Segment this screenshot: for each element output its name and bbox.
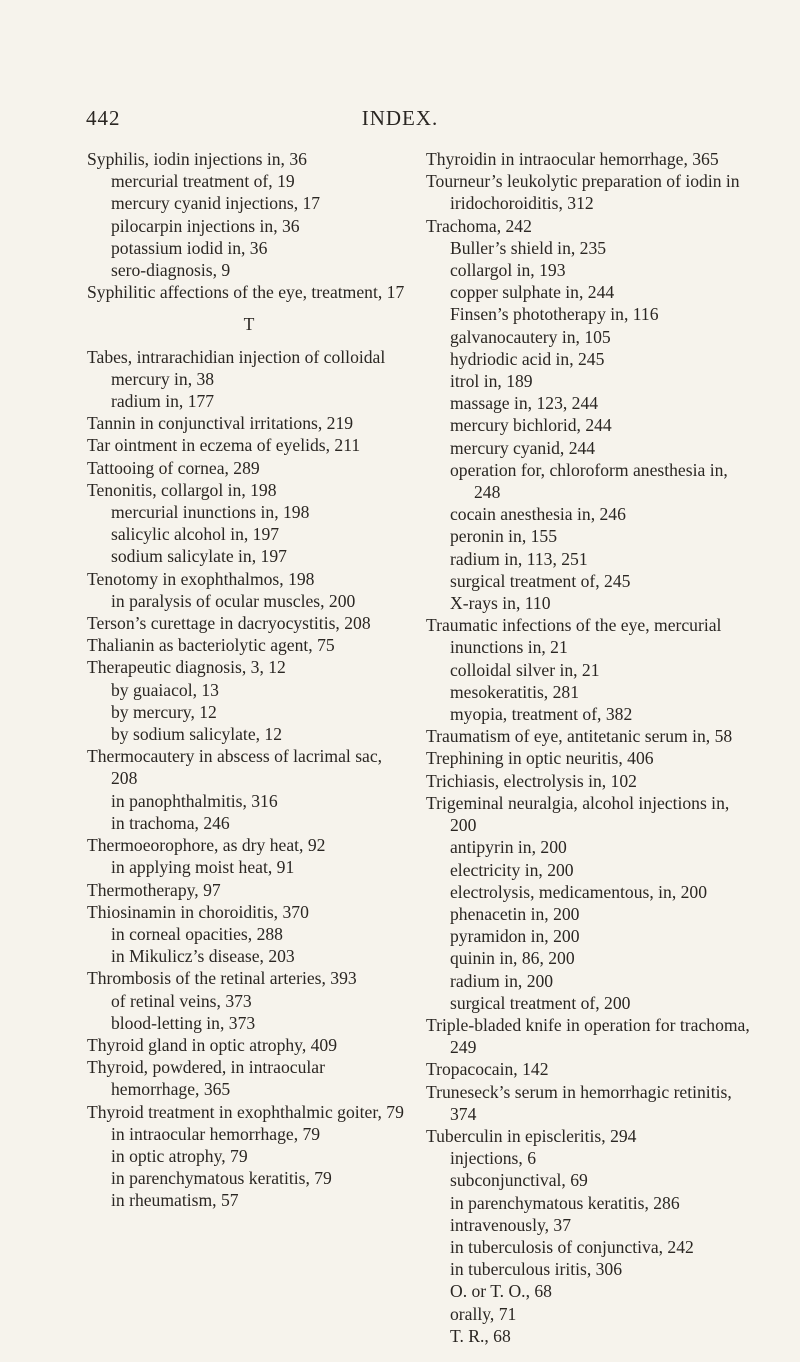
index-subentry: in paralysis of ocular muscles, 200 (111, 590, 356, 611)
index-subentry: collargol in, 193 (450, 260, 566, 281)
index-subentry: mercurial inunctions in, 198 (111, 502, 310, 523)
index-subentry: in intraocular hemorrhage, 79 (111, 1123, 321, 1144)
index-entry: Tannin in conjunctival irritations, 219 (87, 413, 354, 434)
index-subentry: intravenously, 37 (450, 1214, 572, 1235)
index-entry: Thalianin as bacteriolytic agent, 75 (87, 635, 335, 656)
index-subentry: mercurial treatment of, 19 (111, 171, 295, 192)
index-entry: Thrombosis of the retinal arteries, 393 (87, 968, 357, 989)
index-subentry: in Mikulicz’s disease, 203 (111, 946, 295, 967)
index-entry: Thermoeorophore, as dry heat, 92 (87, 835, 326, 856)
index-subentry: in parenchymatous keratitis, 79 (111, 1168, 332, 1189)
index-subentry: blood-letting in, 373 (111, 1012, 256, 1033)
page-number: 442 (86, 106, 121, 130)
index-entry: Thyroidin in intraocular hemorrhage, 365 (426, 149, 719, 169)
index-entry: Thiosinamin in choroiditis, 370 (87, 901, 309, 922)
index-subentry: cocain anesthesia in, 246 (450, 504, 626, 525)
index-subentry: in parenchymatous keratitis, 286 (450, 1192, 680, 1213)
index-subentry: electricity in, 200 (450, 859, 574, 880)
index-subentry: peronin in, 155 (450, 526, 558, 547)
index-subentry: copper sulphate in, 244 (450, 282, 615, 303)
index-subentry: radium in, 177 (111, 391, 215, 412)
index-subentry: potassium iodid in, 36 (111, 237, 268, 258)
index-entry: Thermotherapy, 97 (87, 879, 221, 900)
index-subentry: Buller’s shield in, 235 (450, 237, 607, 258)
index-subentry: mercury bichlorid, 244 (450, 415, 612, 436)
index-subentry: salicylic alcohol in, 197 (111, 524, 280, 545)
index-subentry: surgical treatment of, 200 (450, 992, 631, 1013)
index-entry: Thyroid treatment in exophthalmic goiter, 79 (87, 1101, 404, 1122)
index-entry: Tourneur’s leukolytic preparation of iodin in iridochoroiditis, 312 (426, 171, 740, 214)
index-subentry: galvanocautery in, 105 (450, 326, 611, 347)
index-entry: Trichiasis, electrolysis in, 102 (426, 770, 637, 791)
index-subentry: of retinal veins, 373 (111, 990, 252, 1011)
index-subentry: pyramidon in, 200 (450, 926, 580, 947)
index-subentry: O. or T. O., 68 (450, 1281, 552, 1302)
index-subentry: injections, 6 (450, 1148, 537, 1169)
index-subentry: orally, 71 (450, 1303, 517, 1324)
index-subentry: by mercury, 12 (111, 701, 217, 722)
index-subentry: surgical treatment of, 245 (450, 570, 631, 591)
index-subentry: radium in, 200 (450, 970, 554, 991)
running-head: INDEX. (361, 106, 439, 130)
index-subentry: in tuberculous iritis, 306 (450, 1259, 623, 1280)
index-subentry: hydriodic acid in, 245 (450, 348, 605, 369)
index-subentry: by sodium salicylate, 12 (111, 724, 283, 745)
index-subentry: myopia, treatment of, 382 (450, 704, 633, 725)
index-column-right (426, 148, 750, 1347)
index-entry: Tar ointment in eczema of eyelids, 211 (87, 435, 361, 456)
index-subentry: in applying moist heat, 91 (111, 857, 295, 878)
index-entry: Syphilis, iodin injections in, 36 (87, 149, 307, 169)
index-subentry: X-rays in, 110 (450, 593, 551, 614)
index-subentry: sero-diagnosis, 9 (111, 260, 231, 281)
index-entry: Thyroid gland in optic atrophy, 409 (87, 1034, 338, 1055)
index-subentry: radium in, 113, 251 (450, 548, 588, 569)
index-entry: Tabes, intrarachidian injection of colloidal mercury in, 38 (87, 346, 386, 389)
index-entry: Triple-bladed knife in operation for trachoma, 249 (426, 1014, 750, 1058)
index-column-left (87, 148, 411, 1212)
index-subentry: pilocarpin injections in, 36 (111, 215, 300, 236)
index-subentry: in tuberculosis of conjunctiva, 242 (450, 1236, 694, 1257)
index-subentry: mercury cyanid injections, 17 (111, 193, 321, 214)
index-subentry: phenacetin in, 200 (450, 903, 580, 924)
index-subentry: in optic atrophy, 79 (111, 1145, 248, 1166)
index-entry: Syphilitic affections of the eye, treatment, 17 (87, 282, 405, 303)
index-entry: Truneseck’s serum in hemorrhagic retinitis, 374 (426, 1081, 732, 1124)
index-subentry: in rheumatism, 57 (111, 1190, 239, 1211)
index-entry: Thyroid, powdered, in intraocular hemorrhage, 365 (87, 1057, 325, 1100)
index-entry: Tenonitis, collargol in, 198 (87, 479, 277, 500)
index-entry: Trachoma, 242 (426, 215, 532, 236)
index-subentry: itrol in, 189 (450, 371, 533, 392)
index-subentry: subconjunctival, 69 (450, 1170, 588, 1191)
index-entry: Tropacocain, 142 (426, 1059, 549, 1080)
index-subentry: massage in, 123, 244 (450, 393, 599, 414)
index-entry: Tuberculin in episcleritis, 294 (426, 1125, 637, 1146)
index-subentry: mercury cyanid, 244 (450, 437, 596, 458)
index-subentry: electrolysis, medicamentous, in, 200 (450, 881, 708, 902)
index-entry: Thermocautery in abscess of lacrimal sac, 208 (87, 746, 383, 789)
index-subentry: in trachoma, 246 (111, 812, 230, 833)
page-header (0, 106, 800, 136)
index-subentry: by guaiacol, 13 (111, 679, 219, 700)
index-entry: Tenotomy in exophthalmos, 198 (87, 568, 315, 589)
index-entry: Trephining in optic neuritis, 406 (426, 748, 654, 769)
index-entry: Trigeminal neuralgia, alcohol injections in, 200 (426, 792, 730, 836)
section-letter: T (243, 314, 255, 335)
index-entry: Tattooing of cornea, 289 (87, 457, 260, 478)
index-subentry: mesokeratitis, 281 (450, 681, 579, 702)
index-subentry: quinin in, 86, 200 (450, 948, 575, 969)
index-subentry: Finsen’s phototherapy in, 116 (450, 304, 659, 325)
index-entry: Traumatic infections of the eye, mercurial inunctions in, 21 (426, 615, 722, 658)
index-subentry: operation for, chloroform anesthesia in, 248 (450, 459, 728, 503)
index-entry: Terson’s curettage in dacryocystitis, 208 (87, 613, 371, 634)
index-entry: Traumatism of eye, antitetanic serum in, 58 (426, 726, 733, 747)
index-subentry: in corneal opacities, 288 (111, 923, 283, 944)
index-subentry: in panophthalmitis, 316 (111, 790, 278, 811)
index-subentry: colloidal silver in, 21 (450, 659, 600, 680)
index-subentry: antipyrin in, 200 (450, 837, 567, 858)
index-subentry: T. R., 68 (450, 1325, 511, 1346)
index-subentry: sodium salicylate in, 197 (111, 546, 287, 567)
index-entry: Therapeutic diagnosis, 3, 12 (87, 657, 286, 678)
